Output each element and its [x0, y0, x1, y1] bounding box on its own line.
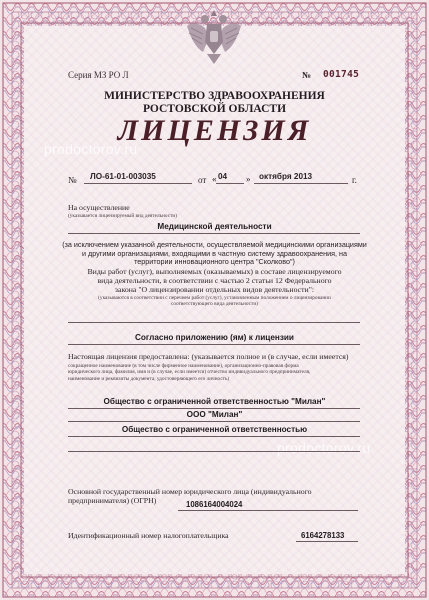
- license-day: 04: [218, 172, 228, 181]
- coat-of-arms: [181, 6, 247, 68]
- document-title: ЛИЦЕНЗИЯ: [117, 114, 312, 147]
- activity-underline: [68, 233, 360, 234]
- activity-details: [46, 241, 383, 267]
- holder-blank-line: [68, 451, 360, 452]
- day-underline: [216, 183, 244, 184]
- activity-intro: На осуществление: [68, 203, 130, 212]
- works-hint-line: соответствующего вида деятельности): [171, 301, 258, 308]
- activity-name: Медицинской деятельности: [157, 222, 272, 231]
- quote-open: «: [212, 174, 217, 184]
- watermark-bottom: prodoctorov.ru: [277, 440, 371, 456]
- works-value-underline: [68, 344, 360, 345]
- holder-hint-line: юридического лица, фамилия, имя и (в случае, если имеется) отчество индивидуального предпринимателя,: [68, 369, 311, 376]
- holder-short-name-underline: [68, 421, 360, 422]
- activity-details-line: территории инновационного центра "Сколково"): [134, 257, 295, 267]
- ministry-line-2: РОСТОВСКОЙ ОБЛАСТИ: [142, 103, 287, 115]
- holder-hint-line: сокращенное наименование (в том числе фирменное наименование), организационно-правовая форма: [68, 363, 299, 369]
- inn-underline: [296, 541, 358, 542]
- activity-details-line: и другими организациями, входящими в частную систему здравоохранения, на: [82, 248, 347, 258]
- works-text: [48, 267, 381, 294]
- holder-legal-form-underline: [68, 436, 360, 437]
- month-underline: [254, 183, 348, 184]
- activity-intro-hint: (указывается лицензируемый вид деятельности): [68, 213, 177, 219]
- quote-close: »: [246, 174, 251, 184]
- works-line: Виды работ (услуг), выполняемых (оказываемых) в составе лицензируемого: [87, 267, 342, 276]
- ministry-name: [70, 90, 359, 116]
- works-hint-line: (указываются в соответствии с перечнем работ (услуг), установленным положением о лицензировании: [98, 295, 331, 301]
- holder-full-name-underline: [68, 408, 360, 409]
- date-from-label: от: [198, 175, 207, 185]
- works-line: вида деятельности, в соответствии с частью 2 статьи 12 Федерального: [97, 276, 332, 285]
- holder-intro-hint: [68, 363, 364, 382]
- holder-full-name: Общество с ограниченной ответственностью "Милан": [103, 397, 326, 406]
- works-hint: [48, 295, 381, 308]
- works-blank-line-1: [68, 322, 360, 323]
- works-value: Согласно приложению (ям) к лицензии: [135, 333, 294, 342]
- number-sign: №: [302, 70, 312, 80]
- holder-legal-form: Общество с ограниченной ответственностью: [121, 425, 308, 434]
- holder-intro-main: Настоящая лицензия предоставлена: (указывается полное и (в случае, если имеется): [68, 352, 349, 361]
- holder-hint-line: наименование и реквизиты документа, удостоверяющего его личность): [68, 375, 230, 382]
- inn-value: 6164278133: [301, 531, 345, 540]
- serial-number: 001745: [323, 69, 360, 80]
- watermark-top: prodoctorov.ru: [44, 141, 138, 157]
- series-label: Серия МЗ РО Л: [68, 70, 129, 80]
- works-line: закона "О лицензировании отдельных видов деятельности":: [114, 285, 315, 294]
- holder-short-name: ООО "Милан": [186, 410, 243, 419]
- activity-details-line: (за исключением указанной деятельности, осуществляемой медицинскими организациями: [62, 240, 367, 249]
- inn-label: Идентификационный номер налогоплательщика: [68, 531, 229, 540]
- license-number-sign: №: [68, 175, 77, 185]
- ogrn-label-line: предпринимателя) (ОГРН): [68, 496, 157, 505]
- license-month-year: октября 2013: [259, 172, 313, 181]
- license-number: ЛО-61-01-003035: [90, 172, 156, 181]
- double-headed-eagle-icon: [181, 6, 247, 68]
- ministry-line-1: МИНИСТЕРСТВО ЗДРАВООХРАНЕНИЯ: [104, 90, 325, 102]
- year-suffix: г.: [352, 175, 357, 185]
- license-number-underline: [84, 183, 192, 184]
- ogrn-value: 1086164004024: [186, 500, 243, 509]
- ogrn-underline: [178, 510, 358, 511]
- ogrn-label-line: Основной государственный номер юридического лица (индивидуального: [68, 487, 312, 496]
